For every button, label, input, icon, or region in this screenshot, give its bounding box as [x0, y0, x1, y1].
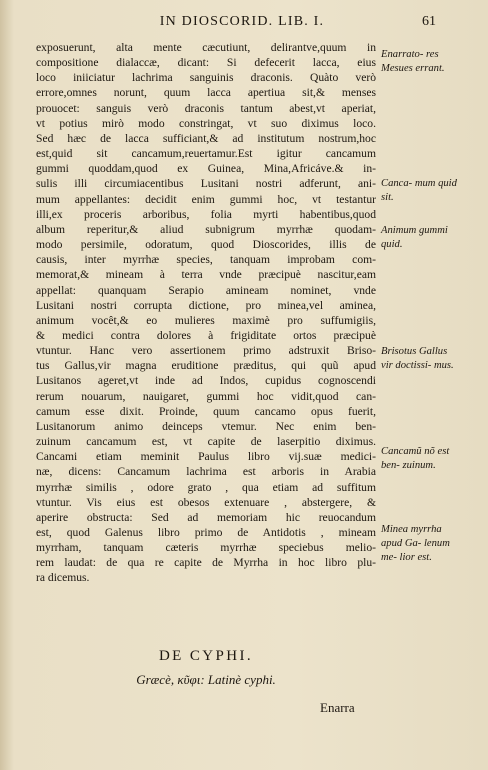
- text-line: & medici contra dolores à frigiditate ortos præcipuè: [36, 328, 376, 342]
- text-line: Cancami etiam meminit Paulus libro vij.suæ medici-: [36, 450, 376, 464]
- text-line: sulis illi circumiacentibus Lusitani nostri adferunt, ani-: [36, 177, 376, 191]
- text-line: zuinum cancamum est, vt capite de laserpitio diximus.: [36, 435, 376, 449]
- text-line: Lusitanos ageret,vt inde ad Indos, cupidus cognoscendi: [36, 374, 376, 388]
- margin-note: Brisotus Gallus vir doctissi- mus.: [381, 346, 454, 371]
- text-line: vtuntur. Vis eius est obesos extenuare , abstergere, &: [36, 495, 376, 509]
- text-line: album reperitur,& aliud subnigrum myrrhæ quodam-: [36, 222, 376, 236]
- text-line: aperire obstructa: Sed ad memoriam hic reuocandum: [36, 510, 376, 524]
- text-line: gummi quoddam,quod ex Guinea, Mina,Africáve.& in-: [36, 162, 376, 176]
- text-line: causis, inter myrrhæ species, tanquam improbam com-: [36, 253, 376, 267]
- text-line: loco iniiciatur lachrima sanguinis draconis. Quàto verò: [36, 71, 376, 85]
- text-line: Sed hæc de lacca sufficiant,& ad institutum nostrum,hoc: [36, 131, 376, 145]
- text-line: vt potius mirò modo constringat, vt suo diximus loco.: [36, 116, 376, 130]
- text-line: memorat,& mineam à terra vnde præcipuè nascitur,eam: [36, 268, 376, 282]
- text-line: animum vocêt,& eo mulieres maximè pro suffumigiis,: [36, 313, 376, 327]
- text-line: rerum nouarum, nauigaret, gummi hoc vidit,quod can-: [36, 389, 376, 403]
- text-line: myrrham, tanquam cæteris myrrhæ speciebus melio-: [36, 541, 376, 555]
- text-line: myrrhæ similis , odore grato , qua etiam ad suffitum: [36, 480, 376, 494]
- margin-note: Cancamũ nõ est ben- zuinum.: [381, 446, 450, 471]
- text-line: illi,ex proceris arboribus, folia myrti habentibus,quod: [36, 207, 376, 221]
- section-title: DE CYPHI.: [158, 648, 254, 664]
- text-line: compositione dialaccæ, dicant: Si defecerit lacca, eius: [36, 56, 376, 70]
- margin-note: Enarrato- res Mesues errant.: [381, 49, 445, 74]
- main-text-column: [36, 40, 376, 586]
- section-subtitle: Græcè, κῦφι: Latinè cyphi.: [136, 672, 276, 687]
- text-line: appellat: quanquam Serapio amineam nominet, vnde: [36, 283, 376, 297]
- margin-note: Minea myrrha apud Ga- lenum me- lior est.: [381, 524, 450, 563]
- text-line: est,quid sit cancamum,reuertamur.Est igitur cancamum: [36, 147, 376, 161]
- text-line: vtuntur. Hanc vero assertionem primo adstruxit Briso-: [36, 344, 376, 358]
- page-number: 61: [422, 14, 436, 29]
- text-line: rem laudat: de qua re capite de Myrrha in hoc libro plu-: [36, 556, 376, 570]
- text-line: mum appellantes: decidit enim gummi hoc, vt testantur: [36, 192, 376, 206]
- text-line: errore,omnes norunt, quum lacca apertiua sit,& menses: [36, 86, 376, 100]
- margin-note: Animum gummi quid.: [381, 225, 448, 250]
- text-line: camum esse dixit. Proinde, quum cancamo opus fuerit,: [36, 404, 376, 418]
- text-line: exposuerunt, alta mente cæcutiunt, delirantve,quum in: [36, 41, 376, 54]
- text-line: prouocet: sanguis verò draconis tantum abest,vt aperiat,: [36, 101, 376, 115]
- text-line: tus Gallus,vir magna eruditione præditus, qui quũ apud: [36, 359, 376, 373]
- text-line: næ, dicens: Cancamum lachrima est arboris in Arabia: [36, 465, 376, 479]
- text-line: ra dicemus.: [36, 571, 90, 585]
- running-head: IN DIOSCORID. LIB. I.: [159, 14, 325, 29]
- text-line: Lusitanorum animo deinceps vtemur. Nec enim ben-: [36, 419, 376, 433]
- text-line: modo persimile, odoratum, quod Dioscorides, illis de: [36, 238, 376, 252]
- text-line: est, quod Galenus libro primo de Antidotis , mineam: [36, 526, 376, 539]
- catchword: Enarra: [320, 700, 355, 715]
- margin-note: Canca- mum quid sit.: [381, 178, 457, 203]
- text-line: Lusitani nostri corrupta dictione, pro minea,vel aminea,: [36, 298, 376, 312]
